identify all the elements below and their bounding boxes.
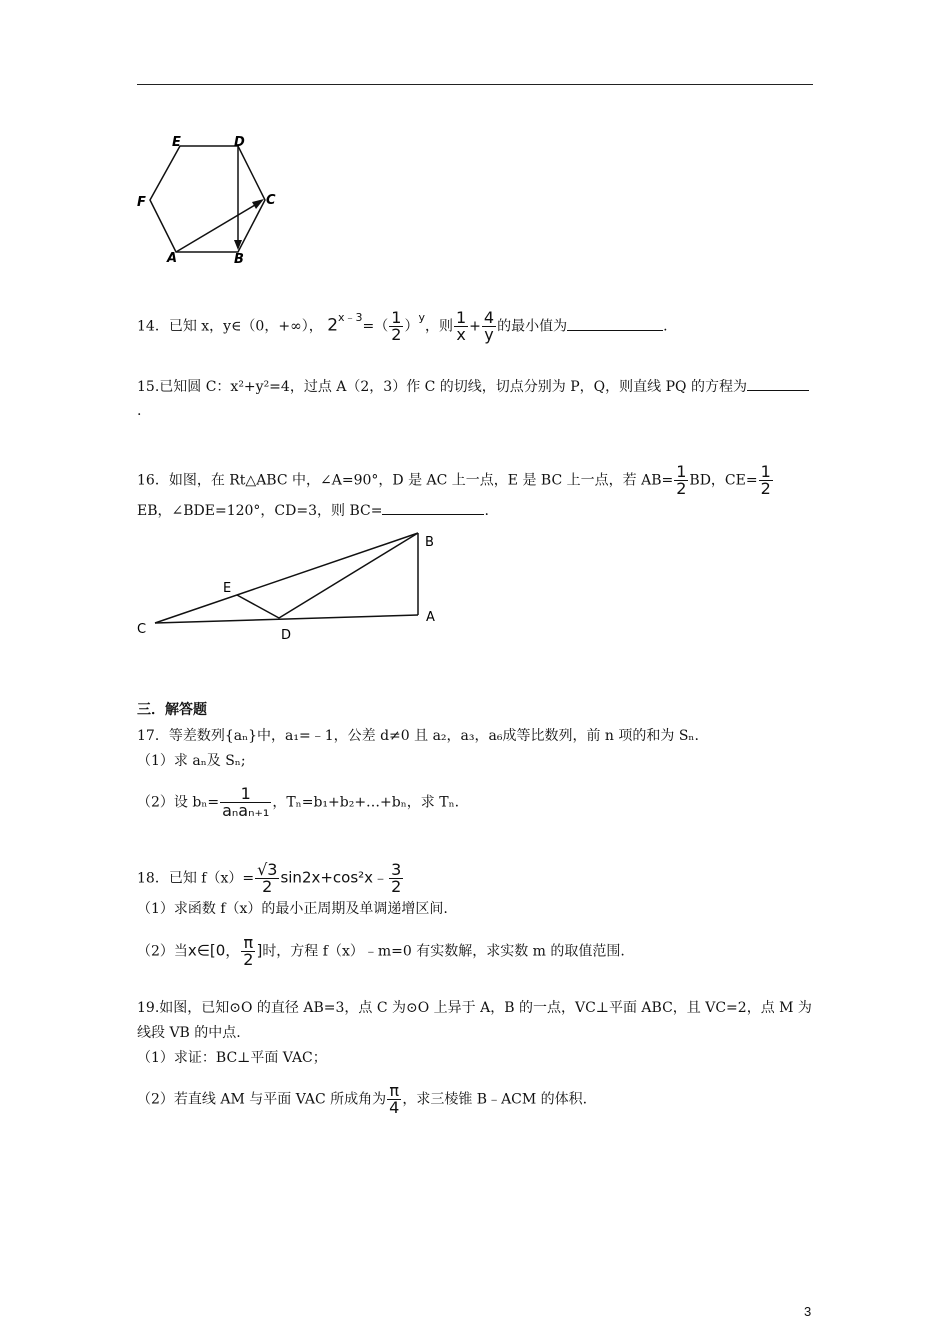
label-f: F [137,195,146,210]
q14-half-den: 2 [391,325,402,344]
q18-p2-suffix: 时，方程 f（x）﹣m=0 有实数解，求实数 m 的取值范围. [262,943,625,960]
label-b: B [425,535,434,550]
q18-interval-right: ] [256,941,263,960]
q18-frac1-num: √3 [257,860,278,879]
q19-pi-frac [387,1083,401,1116]
q18-frac2-num: 3 [391,860,402,879]
q14-answer-blank[interactable] [567,318,663,331]
q18-pi-num: π [241,935,255,952]
question-19-part2 [137,1083,587,1116]
q14-close: ） [404,318,419,335]
q14-frac2 [482,310,496,343]
q14-end: . [663,318,668,335]
q14-frac2-den: y [484,325,494,344]
q18-pi-frac [241,935,255,968]
q15-line2: . [137,403,142,419]
q16-frac1-num: 1 [676,462,687,481]
label-c: C [266,193,276,208]
q18-interval-left: x∈[0， [187,941,241,960]
question-16-line2 [137,502,489,520]
segment-db [279,533,418,618]
question-15 [137,378,809,396]
label-b: B [234,252,244,264]
vector-ac [176,202,260,252]
q19-p2-suffix: ，求三棱锥 B﹣ACM 的体积. [402,1091,588,1108]
q14-half [389,310,403,343]
q14-exp: x﹣3 [338,310,363,324]
question-17 [137,727,699,745]
hexagon-figure [134,132,284,264]
q18-frac2-den: 2 [391,877,402,896]
q17-frac-num: 1 [220,786,271,803]
q16-frac1 [674,464,688,497]
label-d: D [281,628,292,643]
q16-frac2 [759,464,773,497]
question-19-line2 [137,1024,241,1042]
q19-p2-prefix: （2）若直线 AM 与平面 VAC 所成角为 [137,1091,387,1108]
question-19 [137,999,812,1017]
q19-pi-num: π [387,1083,401,1100]
question-17-part1 [137,752,246,770]
q19-pi-den: 4 [389,1098,400,1117]
section-3-title: 三．解答题 [137,702,207,718]
label-a: A [426,610,435,625]
q14-frac2-num: 4 [483,308,495,327]
hexagon-outline [150,146,265,252]
question-18-part1 [137,900,448,918]
q16-line2: EB，∠BDE=120°，CD=3，则 BC= [137,503,383,519]
q16-part2: BD，CE= [689,472,758,489]
q18-frac1-den: 2 [262,877,273,896]
q14-frac1-den: x [456,325,466,344]
q18-pi-den: 2 [243,950,254,969]
q19-line1: 19.如图，已知⊙O 的直径 AB=3，点 C 为⊙O 上异于 A，B 的一点，VC⊥平面 ABC，且 VC=2，点 M 为 [137,1000,812,1016]
q17-frac [220,786,271,819]
page-number: 3 [804,1304,812,1319]
label-c: C [137,622,147,637]
question-14 [137,310,668,343]
question-16 [137,464,774,497]
q19-line2: 线段 VB 的中点. [137,1025,241,1041]
q15-line1: 15.已知圆 C：x²+y²=4，过点 A（2，3）作 C 的切线，切点分别为 P，Q，则直线 PQ 的方程为 [137,379,747,395]
label-e: E [223,581,232,596]
q18-frac2 [389,862,403,895]
q17-frac-den: aₙaₙ₊₁ [222,801,270,820]
q18-frac1 [255,862,279,895]
q19-p1: （1）求证：BC⊥平面 VAC； [137,1050,327,1066]
q14-half-num: 1 [391,308,402,327]
q14-exp-y: y [418,310,425,324]
q14-base: 2 [327,315,339,336]
question-18-part2 [137,935,625,968]
q14-eq: =（ [362,318,389,335]
q17-p2-prefix: （2）设 bₙ= [137,794,220,811]
q16-frac2-den: 2 [760,479,771,498]
q14-prefix: 14．已知 x，y∈（0，+∞）， [137,318,323,335]
question-19-part1 [137,1049,327,1067]
q16-frac1-den: 2 [676,479,687,498]
segment-cb [155,533,418,623]
q17-p2-suffix: ，Tₙ=b₁+b₂+…+bₙ，求 Tₙ. [272,794,460,811]
q16-end: . [484,503,489,519]
q14-frac1-num: 1 [455,308,467,327]
q14-frac1 [454,310,468,343]
q18-p1: （1）求函数 f（x）的最小正周期及单调递增区间. [137,901,448,917]
q14-then: ，则 [424,318,453,335]
question-18 [137,862,404,895]
label-e: E [172,135,181,150]
label-a: A [167,251,178,264]
q14-plus: + [469,318,481,335]
q16-answer-blank[interactable] [382,502,484,515]
q18-p2-prefix: （2）当 [137,943,188,960]
q16-part1: 16．如图，在 Rt△ABC 中，∠A=90°，D 是 AC 上一点，E 是 BC 上一点，若 AB= [137,472,674,489]
q17-p1: （1）求 aₙ及 Sₙ; [137,753,246,769]
q18-mid: sin2x+cos²x﹣ [280,868,389,887]
segment-ed [237,595,279,618]
q15-answer-blank[interactable] [747,378,809,391]
q16-frac2-num: 1 [760,462,771,481]
header-rule [137,84,813,85]
question-17-part2 [137,786,459,819]
q14-suffix: 的最小值为 [497,318,568,335]
q17-stem: 17．等差数列{aₙ}中，a₁=﹣1，公差 d≠0 且 a₂，a₃，a₆成等比数列，前 n 项的和为 Sₙ. [137,728,699,744]
question-15-end [137,402,141,420]
triangle-figure [134,526,444,648]
q18-prefix: 18．已知 f（x）= [137,870,255,887]
segment-ca [155,615,418,623]
label-d: D [234,135,245,150]
